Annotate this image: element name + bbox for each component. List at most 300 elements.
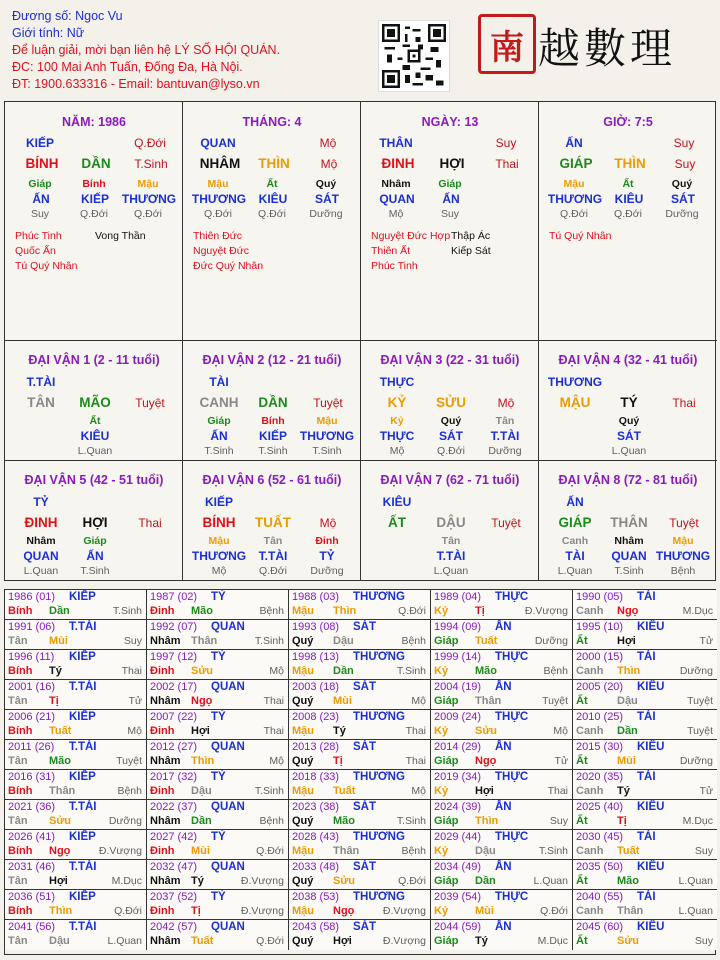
dai-van-branch: HỢI	[82, 515, 108, 530]
year-state: Mộ	[127, 725, 142, 737]
hidden-stem: Mậu	[207, 178, 229, 190]
year-label: 2029 (44)	[434, 831, 482, 843]
year-stem: Ất	[576, 815, 588, 827]
hidden-state: Q.Đới	[258, 208, 286, 220]
year-ten-god: SÁT	[353, 621, 376, 633]
year-label: 1995 (10)	[576, 621, 624, 633]
star-name: Nguyệt Đức	[193, 245, 250, 257]
pillar-branch-state: Thai	[495, 157, 519, 171]
year-cell	[147, 800, 289, 830]
pillar-2	[361, 102, 539, 341]
dai-van-branch-state: Mộ	[319, 516, 337, 530]
year-stem: Ất	[576, 875, 588, 887]
year-state: Tuyệt	[542, 695, 568, 707]
year-ten-god: THƯƠNG	[353, 651, 405, 663]
year-branch: Dần	[49, 605, 70, 617]
year-stem: Tân	[8, 635, 28, 647]
year-ten-god: ẤN	[495, 621, 512, 633]
year-stem: Quý	[292, 815, 314, 827]
year-cell	[5, 860, 147, 890]
year-cell	[5, 680, 147, 710]
hidden-state: Q.Đới	[437, 445, 465, 457]
year-label: 1996 (11)	[8, 651, 55, 663]
year-stem: Quý	[292, 935, 314, 947]
logo-calligraphy: 越數理	[538, 24, 677, 73]
year-stem: Đinh	[150, 605, 175, 617]
year-cell	[431, 740, 573, 770]
hidden-stem: Ất	[89, 415, 101, 427]
pillar-top-god: KIẾP	[25, 136, 54, 150]
year-stem: Mậu	[292, 665, 314, 677]
year-stem: Nhâm	[150, 755, 181, 767]
year-ten-god: TỶ	[211, 591, 226, 603]
dai-van-stem: ẤT	[388, 515, 406, 530]
dai-van-branch-state: Thai	[672, 396, 696, 410]
year-cell	[431, 920, 573, 950]
year-stem: Bính	[8, 665, 33, 677]
year-branch: Tị	[191, 905, 201, 917]
year-ten-god: THƯƠNG	[353, 711, 405, 723]
year-label: 2036 (51)	[8, 891, 56, 903]
year-ten-god: KIÊU	[637, 621, 665, 633]
year-state: Dưỡng	[108, 815, 142, 827]
year-state: Dưỡng	[534, 635, 568, 647]
dai-van-title: ĐẠI VẬN 7 (62 - 71 tuổi)	[380, 473, 520, 487]
year-state: Thai	[405, 755, 426, 767]
year-stem: Quý	[292, 695, 314, 707]
year-ten-god: TỶ	[211, 711, 226, 723]
year-cell	[5, 920, 147, 950]
year-state: Tử	[554, 755, 568, 767]
dai-van-stem: CANH	[199, 395, 239, 410]
dai-van-3	[361, 341, 539, 461]
year-state: Suy	[694, 935, 713, 947]
hidden-state: Q.Đới	[259, 565, 287, 577]
year-ten-god: TÀI	[637, 831, 656, 843]
year-state: Tuyệt	[687, 695, 713, 707]
year-stem: Giáp	[434, 935, 459, 947]
year-state: Bệnh	[401, 635, 426, 647]
year-stem: Canh	[576, 845, 604, 857]
year-branch: Mão	[49, 755, 71, 767]
year-label: 2009 (24)	[434, 711, 482, 723]
year-state: Q.Đới	[256, 845, 284, 857]
year-stem: Giáp	[434, 635, 459, 647]
star-name: Đức Quý Nhân	[193, 260, 264, 272]
hidden-stem: Nhâm	[381, 178, 411, 190]
hidden-stem: Giáp	[28, 178, 52, 190]
dai-van-branch-state: Mộ	[497, 396, 515, 410]
year-ten-god: THỰC	[495, 711, 529, 723]
year-cell	[147, 710, 289, 740]
year-ten-god: KIẾP	[69, 651, 96, 663]
year-stem: Mậu	[292, 605, 314, 617]
year-cell	[289, 590, 431, 620]
dai-van-branch: TÝ	[620, 395, 638, 410]
year-ten-god: KIẾP	[69, 831, 96, 843]
dai-van-1	[5, 341, 183, 461]
pillar-top-state: Mộ	[319, 136, 337, 150]
year-label: 2002 (17)	[150, 681, 198, 693]
year-cell	[147, 770, 289, 800]
year-cell	[147, 590, 289, 620]
year-stem: Mậu	[292, 785, 314, 797]
year-stem: Kỷ	[434, 785, 449, 797]
year-state: Tử	[699, 785, 713, 797]
year-stem: Canh	[576, 605, 604, 617]
year-branch: Tị	[333, 755, 343, 767]
year-stem: Kỷ	[434, 665, 449, 677]
year-state: Đ.Vượng	[382, 905, 426, 917]
year-label: 1999 (14)	[434, 651, 482, 663]
year-state: Bệnh	[259, 815, 284, 827]
dai-van-stem: ĐINH	[24, 515, 58, 530]
hidden-stem: Tân	[263, 535, 283, 547]
year-state: Mộ	[553, 725, 568, 737]
year-branch: Tý	[191, 875, 204, 887]
year-label: 2030 (45)	[576, 831, 624, 843]
year-label: 2003 (18)	[292, 681, 340, 693]
star-name: Kiếp Sát	[451, 245, 491, 257]
year-stem: Đinh	[150, 905, 175, 917]
year-ten-god: KIẾP	[69, 591, 96, 603]
year-ten-god: TỶ	[211, 831, 226, 843]
year-state: Q.Đới	[114, 905, 142, 917]
year-branch: Ngọ	[475, 755, 497, 767]
hidden-stem: Đinh	[315, 535, 339, 547]
year-label: 2012 (27)	[150, 741, 198, 753]
year-state: Đ.Vượng	[98, 845, 142, 857]
year-stem: Ất	[576, 935, 588, 947]
year-stem: Đinh	[150, 785, 175, 797]
year-ten-god: T.TÀI	[69, 681, 97, 693]
year-cell	[289, 620, 431, 650]
year-cell	[431, 650, 573, 680]
year-stem: Quý	[292, 635, 314, 647]
year-state: M.Dục	[111, 875, 142, 887]
year-ten-god: THƯƠNG	[353, 831, 405, 843]
year-cell	[5, 830, 147, 860]
year-cell	[147, 860, 289, 890]
hidden-state: T.Sinh	[614, 565, 644, 577]
hidden-stem: Nhâm	[614, 535, 644, 547]
pillar-top-state: Q.Đới	[134, 136, 166, 150]
year-cell	[573, 830, 717, 860]
year-stem: Canh	[576, 725, 604, 737]
hidden-god: ẤN	[210, 429, 228, 443]
dai-van-branch-state: Tuyệt	[313, 396, 343, 410]
year-ten-god: THỰC	[495, 591, 529, 603]
hidden-god: QUAN	[611, 549, 647, 563]
hidden-stem: Nhâm	[26, 535, 56, 547]
year-label: 2024 (39)	[434, 801, 482, 813]
year-ten-god: ẤN	[495, 741, 512, 753]
hidden-god: TỶ	[319, 549, 335, 563]
year-branch: Dậu	[475, 845, 496, 857]
year-branch: Tuất	[49, 725, 72, 737]
year-cell	[5, 770, 147, 800]
year-cell	[573, 590, 717, 620]
year-branch: Tuất	[333, 785, 356, 797]
hidden-god: ẤN	[86, 549, 104, 563]
year-ten-god: QUAN	[211, 921, 245, 933]
year-label: 2021 (36)	[8, 801, 56, 813]
year-branch: Hợi	[49, 875, 68, 887]
year-ten-god: T.TÀI	[69, 621, 97, 633]
year-ten-god: THƯƠNG	[353, 891, 405, 903]
year-state: T.Sinh	[112, 605, 142, 617]
year-cell	[431, 800, 573, 830]
hidden-god: THƯƠNG	[299, 429, 355, 443]
dai-van-stem: KỶ	[387, 395, 407, 410]
year-label: 1993 (08)	[292, 621, 340, 633]
star-name: Phúc Tinh	[15, 230, 62, 242]
dai-van-title: ĐẠI VẬN 2 (12 - 21 tuổi)	[202, 353, 342, 367]
hidden-god: THƯƠNG	[121, 192, 177, 206]
dai-van-branch-state: Tuyệt	[491, 516, 521, 530]
year-label: 2035 (50)	[576, 861, 624, 873]
pillar-branch-state: T.Sinh	[134, 157, 168, 171]
year-branch: Dậu	[191, 785, 212, 797]
year-cell	[289, 890, 431, 920]
year-label: 1994 (09)	[434, 621, 482, 633]
year-branch: Thìn	[333, 605, 357, 617]
year-label: 1990 (05)	[576, 591, 624, 603]
hidden-state: Q.Đới	[80, 208, 108, 220]
year-stem: Tân	[8, 875, 28, 887]
year-branch: Dậu	[617, 695, 638, 707]
year-cell	[5, 710, 147, 740]
gender: Giới tính: Nữ	[12, 26, 85, 40]
year-ten-god: SÁT	[353, 921, 376, 933]
year-label: 2027 (42)	[150, 831, 198, 843]
hidden-state: L.Quan	[23, 565, 59, 577]
year-branch: Hợi	[191, 725, 210, 737]
hidden-god: ẤN	[32, 192, 50, 206]
pillar-stem: GIÁP	[559, 156, 593, 171]
year-cell	[573, 740, 717, 770]
year-branch: Sửu	[49, 815, 72, 827]
year-branch: Tuất	[617, 845, 640, 857]
hidden-state: T.Sinh	[258, 445, 288, 457]
hidden-state: Dưỡng	[665, 208, 699, 220]
year-label: 1986 (01)	[8, 591, 56, 603]
year-ten-god: T.TÀI	[69, 741, 97, 753]
year-branch: Tị	[475, 605, 485, 617]
dai-van-top-god: T.TÀI	[26, 375, 56, 389]
year-label: 2022 (37)	[150, 801, 198, 813]
year-cell	[5, 590, 147, 620]
year-state: Đ.Vượng	[240, 905, 284, 917]
pillar-top-god: ẤN	[565, 136, 583, 150]
dai-van-branch: DẬU	[436, 515, 466, 530]
year-state: T.Sinh	[254, 785, 284, 797]
year-cell	[573, 800, 717, 830]
hidden-god: T.TÀI	[490, 429, 520, 443]
hidden-stem: Quý	[315, 178, 337, 190]
year-ten-god: THỰC	[495, 651, 529, 663]
year-ten-god: QUAN	[211, 801, 245, 813]
year-branch: Tị	[617, 815, 627, 827]
year-ten-god: SÁT	[353, 801, 376, 813]
year-label: 2028 (43)	[292, 831, 340, 843]
hidden-god: T.TÀI	[258, 549, 288, 563]
year-ten-god: TÀI	[637, 591, 656, 603]
year-state: Suy	[549, 815, 568, 827]
year-stem: Đinh	[150, 725, 175, 737]
annual-luck-table	[4, 589, 716, 955]
year-label: 2018 (33)	[292, 771, 340, 783]
pillar-1	[183, 102, 361, 341]
year-cell	[147, 890, 289, 920]
dai-van-5	[5, 461, 183, 581]
hidden-state: T.Sinh	[80, 565, 110, 577]
dai-van-top-god: THỰC	[379, 375, 415, 389]
year-label: 2038 (53)	[292, 891, 340, 903]
hidden-stem: Bính	[82, 178, 106, 190]
year-label: 2000 (15)	[576, 651, 624, 663]
star-name: Phúc Tinh	[371, 260, 418, 272]
hidden-stem: Tân	[495, 415, 515, 427]
year-label: 1992 (07)	[150, 621, 198, 633]
year-cell	[147, 830, 289, 860]
hidden-god: QUAN	[23, 549, 59, 563]
year-ten-god: TỶ	[211, 771, 226, 783]
year-cell	[5, 620, 147, 650]
year-branch: Sửu	[191, 665, 214, 677]
year-stem: Tân	[8, 815, 28, 827]
year-label: 2037 (52)	[150, 891, 198, 903]
year-cell	[147, 920, 289, 950]
year-stem: Giáp	[434, 815, 459, 827]
year-label: 2019 (34)	[434, 771, 482, 783]
year-ten-god: QUAN	[211, 681, 245, 693]
year-branch: Thìn	[49, 905, 73, 917]
year-branch: Mùi	[333, 695, 352, 707]
year-branch: Mùi	[49, 635, 68, 647]
hidden-god: ẤN	[442, 192, 460, 206]
year-state: M.Dục	[682, 815, 713, 827]
dai-van-stem: TÂN	[27, 395, 55, 410]
pillar-top-god: THÂN	[379, 136, 413, 150]
year-stem: Canh	[576, 785, 604, 797]
hidden-stem: Quý	[671, 178, 693, 190]
dai-van-top-god: KIÊU	[382, 495, 412, 509]
year-state: Mộ	[411, 785, 426, 797]
contact-invite: Để luận giải, mời bạn liên hệ LÝ SỐ HỘI QUÁN.	[12, 43, 281, 57]
pillar-branch-state: Suy	[674, 157, 696, 171]
hidden-god: KIÊU	[80, 429, 110, 443]
year-cell	[5, 650, 147, 680]
year-label: 2016 (31)	[8, 771, 56, 783]
hidden-stem: Ất	[266, 178, 278, 190]
year-branch: Tý	[333, 725, 346, 737]
dai-van-top-god: TÀI	[209, 375, 229, 389]
dai-van-branch: MÃO	[79, 395, 111, 410]
year-ten-god: KIÊU	[637, 921, 665, 933]
dai-van-top-god: ẤN	[566, 495, 584, 509]
year-label: 2005 (20)	[576, 681, 624, 693]
year-ten-god: TỶ	[211, 891, 226, 903]
pillar-stem: BÍNH	[25, 156, 59, 171]
year-branch: Dần	[617, 725, 638, 737]
address: ĐC: 100 Mai Anh Tuấn, Đống Đa, Hà Nội.	[12, 60, 243, 74]
year-state: Q.Đới	[256, 935, 284, 947]
dai-van-stem: MẬU	[559, 395, 591, 410]
year-branch: Mão	[191, 605, 213, 617]
year-state: Dưỡng	[679, 755, 713, 767]
year-state: Mộ	[269, 665, 284, 677]
year-ten-god: ẤN	[495, 861, 512, 873]
year-branch: Tý	[49, 665, 62, 677]
year-state: L.Quan	[533, 875, 568, 887]
dai-van-branch-state: Tuyệt	[135, 396, 165, 410]
year-ten-god: KIÊU	[637, 681, 665, 693]
year-stem: Đinh	[150, 665, 175, 677]
year-stem: Ất	[576, 695, 588, 707]
year-cell	[431, 710, 573, 740]
hidden-god: QUAN	[379, 192, 415, 206]
pillar-title: NGÀY: 13	[421, 115, 479, 129]
year-branch: Hợi	[617, 635, 636, 647]
year-branch: Mão	[333, 815, 355, 827]
year-label: 2039 (54)	[434, 891, 482, 903]
year-state: Tử	[128, 695, 142, 707]
star-name: Tú Quý Nhân	[549, 230, 612, 242]
year-cell	[289, 680, 431, 710]
year-state: T.Sinh	[396, 815, 426, 827]
year-branch: Mùi	[475, 905, 494, 917]
hidden-stem: Giáp	[207, 415, 231, 427]
hidden-god: T.TÀI	[436, 549, 466, 563]
year-cell	[573, 620, 717, 650]
hidden-god: SÁT	[315, 192, 339, 206]
year-label: 2020 (35)	[576, 771, 624, 783]
year-label: 2045 (60)	[576, 921, 624, 933]
dai-van-title: ĐẠI VẬN 1 (2 - 11 tuổi)	[28, 353, 160, 367]
year-ten-god: TỶ	[211, 651, 226, 663]
year-ten-god: KIẾP	[69, 711, 96, 723]
year-ten-god: KIÊU	[637, 741, 665, 753]
hidden-god: SÁT	[617, 429, 641, 443]
year-cell	[431, 860, 573, 890]
hidden-state: Bệnh	[670, 565, 696, 577]
dai-van-8	[539, 461, 717, 581]
year-stem: Nhâm	[150, 815, 181, 827]
hidden-state: Mộ	[388, 208, 404, 220]
star-name: Thiên Đức	[193, 230, 243, 242]
year-branch: Hợi	[475, 785, 494, 797]
year-branch: Thân	[191, 635, 218, 647]
hidden-god: KIẾP	[258, 429, 287, 443]
hidden-state: Dưỡng	[309, 208, 343, 220]
year-cell	[289, 740, 431, 770]
year-ten-god: ẤN	[495, 801, 512, 813]
dai-van-title: ĐẠI VẬN 5 (42 - 51 tuổi)	[24, 473, 164, 487]
star-name: Vong Thần	[95, 230, 146, 242]
year-cell	[431, 620, 573, 650]
hidden-state: T.Sinh	[204, 445, 234, 457]
year-label: 1998 (13)	[292, 651, 340, 663]
year-branch: Thân	[49, 785, 76, 797]
chart-grid	[4, 101, 716, 581]
year-state: Đ.Vượng	[240, 875, 284, 887]
year-ten-god: THỰC	[495, 771, 529, 783]
year-ten-god: SÁT	[353, 861, 376, 873]
year-branch: Mùi	[191, 845, 210, 857]
year-state: Đ.Vượng	[382, 935, 426, 947]
dai-van-branch: DẦN	[258, 395, 288, 410]
